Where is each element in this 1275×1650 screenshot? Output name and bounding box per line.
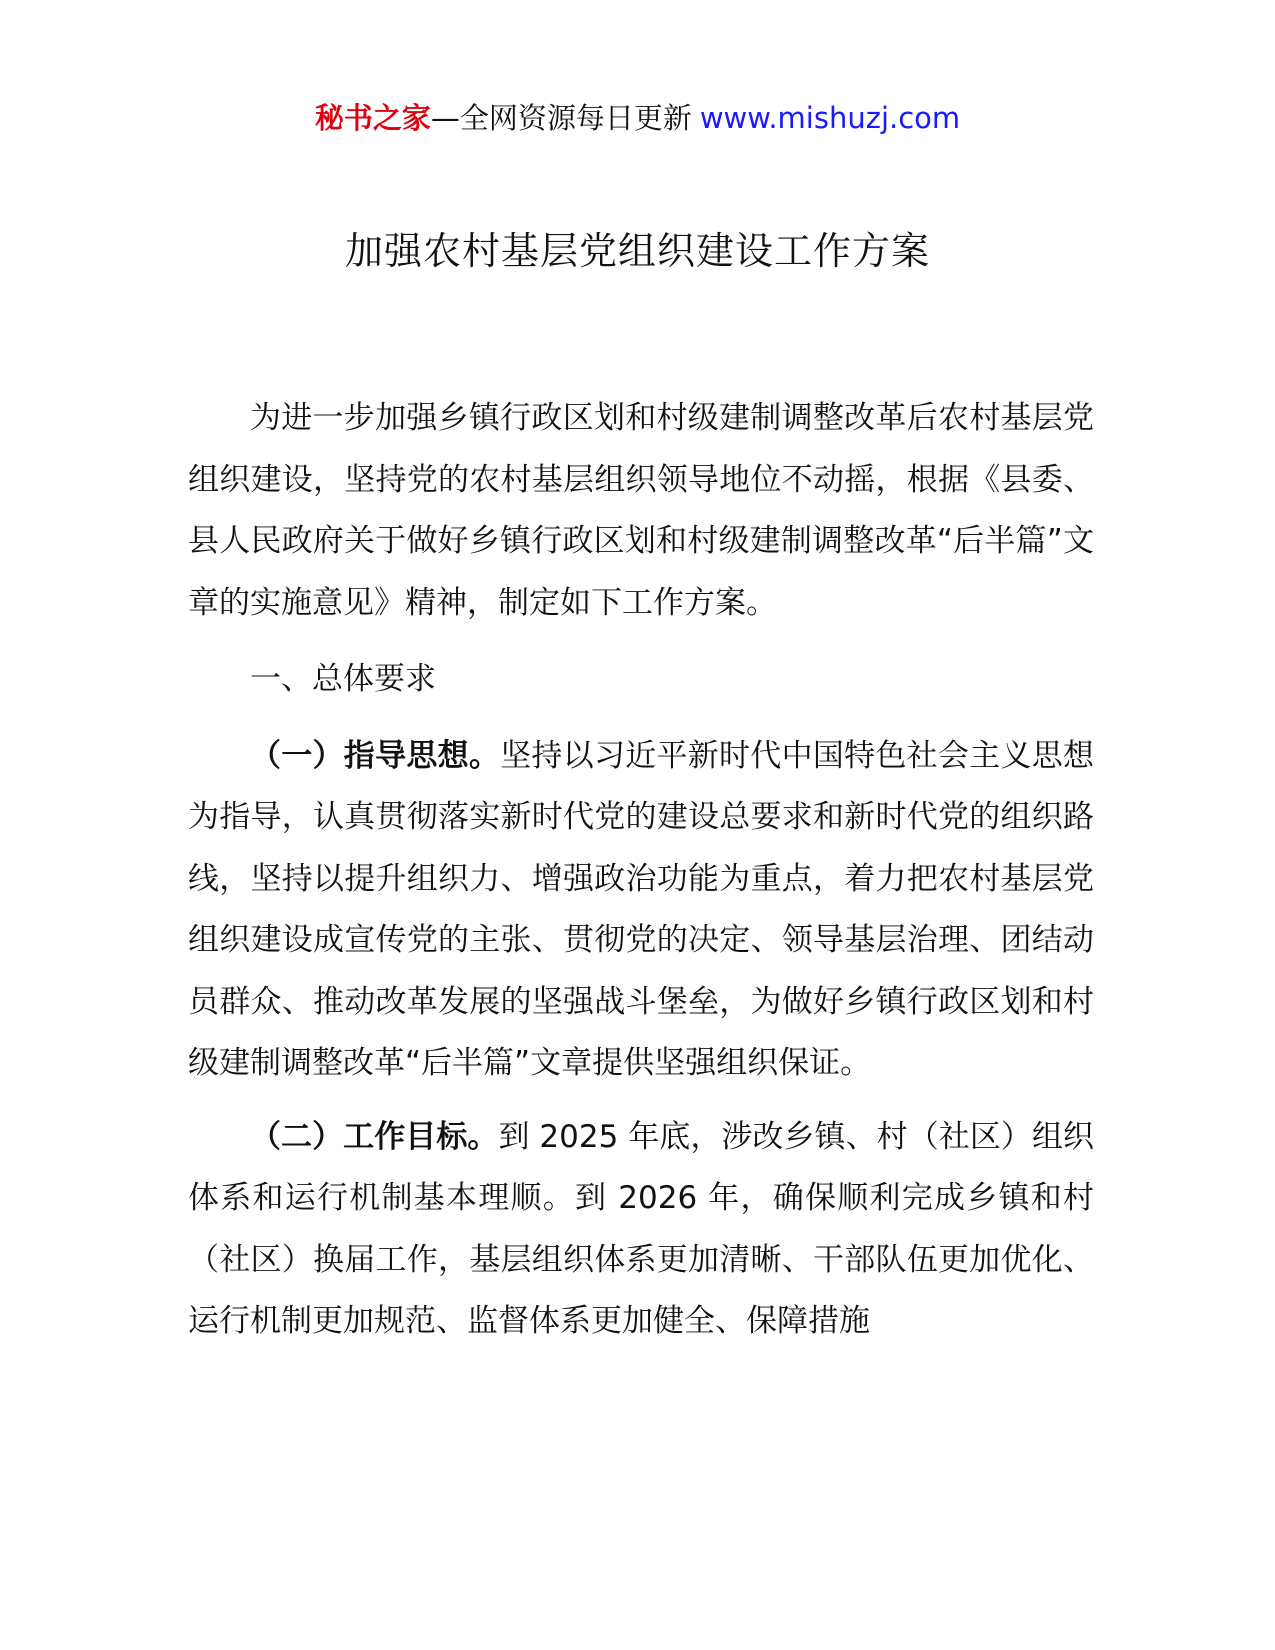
site-slogan: —全网资源每日更新	[430, 101, 692, 135]
intro-paragraph: 为进一步加强乡镇行政区划和村级建制调整改革后农村基层党组织建设，坚持党的农村基层组织领导地位不动摇，根据《县委、县人民政府关于做好乡镇行政区划和村级建制调整改革“后半篇”文章的实施意见》精神，制定如下工作方案。	[188, 400, 1094, 621]
document-title: 加强农村基层党组织建设工作方案	[344, 229, 930, 273]
site-brand: 秘书之家	[314, 101, 431, 135]
work-goals-text: 到 2025 年底，涉改乡镇、村（社区）组织体系和运行机制基本理顺。到 2026 年，确保顺利完成乡镇和村（社区）换届工作，基层组织体系更加清晰、干部队伍更加优化、运行机制更加规范、监督体系更加健全、保障措施	[188, 1118, 1094, 1339]
guiding-thought-text: 坚持以习近平新时代中国特色社会主义思想为指导，认真贯彻落实新时代党的建设总要求和新时代党的组织路线，坚持以提升组织力、增强政治功能为重点，着力把农村基层党组织建设成宣传党的主张、贯彻党的决定、领导基层治理、团结动员群众、推动改革发展的坚强战斗堡垒，为做好乡镇行政区划和村级建制调整改革“后半篇”文章提供坚强组织保证。	[188, 737, 1095, 1081]
guiding-thought-label: （一）指导思想。	[250, 737, 501, 774]
site-url-link[interactable]: www.mishuzj.com	[699, 101, 961, 135]
site-header	[0, 98, 1275, 138]
document-body	[188, 388, 1094, 1353]
work-goals-paragraph	[188, 1107, 1094, 1353]
section-heading-overall-requirements: 一、总体要求	[250, 661, 436, 697]
work-goals-label: （二）工作目标。	[250, 1118, 499, 1155]
guiding-thought-paragraph	[188, 726, 1094, 1095]
